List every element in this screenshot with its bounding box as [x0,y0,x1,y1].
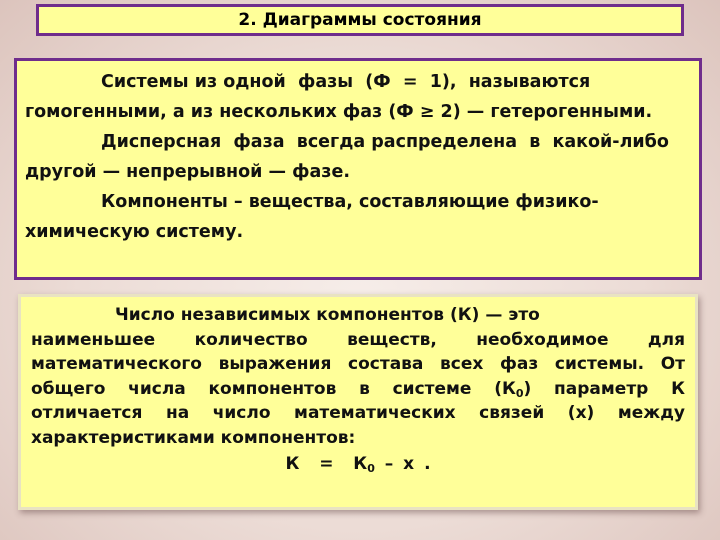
text-line-with-subscript [31,377,685,402]
formula-subscript: 0 [367,462,375,475]
text-fragment: общего числа компонентов в системе (К [31,378,516,399]
text-line: Системы из одной фазы (Ф = 1), называются [101,72,591,92]
text-line: Компоненты – вещества, составляющие физико- [101,192,599,212]
text-line: характеристиками компонентов: [31,427,356,448]
formula [31,452,685,477]
text-fragment: ) параметр К [523,378,685,399]
definition-box-phases [14,58,702,280]
text-line: гомогенными, а из нескольких фаз (Ф ≥ 2) — гетерогенными. [25,102,653,122]
text-line: другой — непрерывной — фазе. [25,162,350,182]
slide-title: 2. Диаграммы состояния [238,10,482,30]
text-line: Число независимых компонентов (К) — это [115,305,540,325]
text-line: отличается на число математических связей (х) между [31,403,685,423]
text-line: математического выражения состава всех фаз системы. От [31,354,685,374]
subscript-zero: 0 [515,386,524,400]
slide-title-box [36,4,684,36]
formula-left: К = К [285,454,368,474]
formula-right: – х . [374,454,431,474]
text-line: Дисперсная фаза всегда распределена в какой-либо [101,132,669,152]
text-line: наименьшее количество веществ, необходимое для [31,329,685,350]
text-line: химическую систему. [25,222,244,242]
definition-box-components [18,294,698,510]
